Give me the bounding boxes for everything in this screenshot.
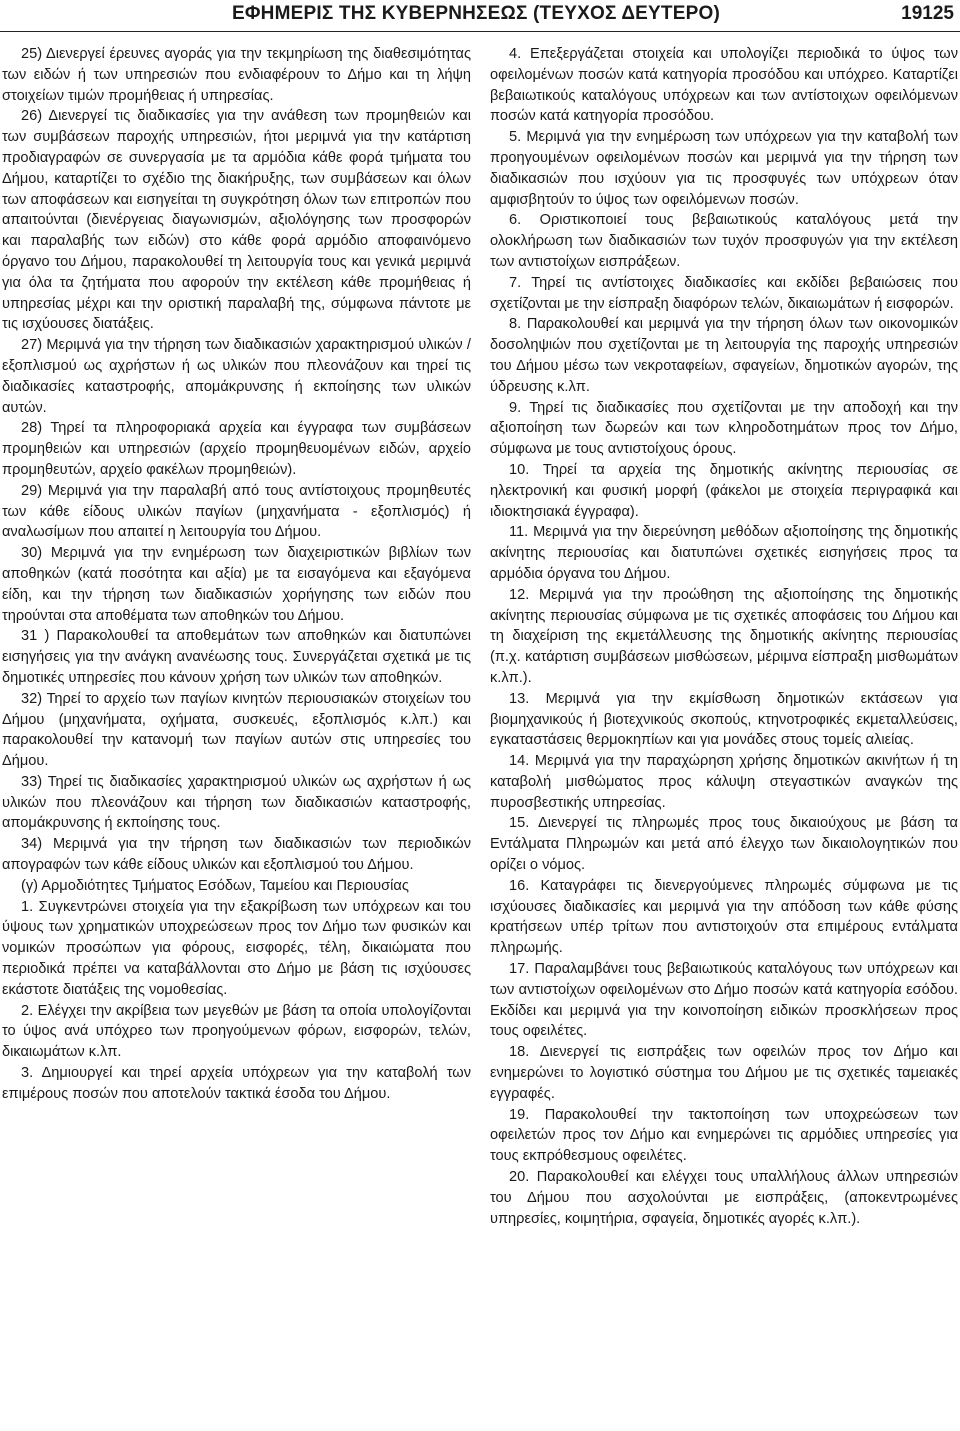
paragraph: 17. Παραλαμβάνει τους βεβαιωτικούς καταλόγους των υπόχρεων και των αντιστοίχων οφειλομένων στο Δήμο ποσών κατά κατηγορία εσόδου. Εκδίδει και μεριμνά για την κοινοποίηση ειδικών προσκλήσεων προς τους οφειλέτες. <box>490 961 958 1040</box>
paragraph: 10. Τηρεί τα αρχεία της δημοτικής ακίνητης περιουσίας σε ηλεκτρονική και φυσική μορφή (φάκελοι με στοιχεία περιγραφικά και ιδιοκτησιακά έγγραφα). <box>490 461 958 520</box>
paragraph: 28) Τηρεί τα πληροφοριακά αρχεία και έγγραφα των συμβάσεων προμηθειών και υπηρεσιών (αρχείο προμηθευομένων ειδών, αρχείο προμηθευτών, αρχείο φακέλων προμηθειών). <box>2 420 471 478</box>
paragraph: 2. Ελέγχει την ακρίβεια των μεγεθών με βάση τα οποία υπολογίζονται το ύψος ανά υπόχρεο των προηγούμενων φόρων, εισφορών, τελών, δικαιωμάτων κ.λπ. <box>2 1002 471 1061</box>
paragraph: 12. Μεριμνά για την προώθηση της αξιοποίησης της δημοτικής ακίνητης περιουσίας σύμφωνα με τις σχετικές αποφάσεις του Δήμου και τη διαχείριση της εκμετάλλευσης της δημοτικής ακίνητης περιουσίας (π.χ. κατάρτιση συμβάσεων μισθώσεων, μέριμνα είσπραξη μισθωμάτων κ.λπ.). <box>490 586 958 686</box>
gazette-title: ΕΦΗΜΕΡΙΣ ΤΗΣ ΚΥΒΕΡΝΗΣΕΩΣ (ΤΕΥΧΟΣ ΔΕΥΤΕΡΟ) <box>232 3 720 24</box>
left-column <box>2 44 471 1105</box>
paragraph: 26) Διενεργεί τις διαδικασίες για την ανάθεση των προμηθειών και των συμβάσεων παροχής υπηρεσιών, ήτοι μεριμνά για την κατάρτιση προδιαγραφών σε συνεργασία με τα αρμόδια κάθε φορά τμήματα του Δήμου, καταρτίζει το σχέδιο της διακήρυξης, των συμβάσεων και όλων των αποφάσεων και εισηγείται τη συγκρότηση όλων των επιτροπών που απαιτούνται (διενέργειας διαγωνισμών, αξιολόγησης των προσφορών και παραλαβής των ειδών) στο κάθε φορά αρμόδιο αποφαινόμενο όργανο του Δήμου, παρακολουθεί τη λειτουργία τους και γενικά μεριμνά για όλα τα ζητήματα που αφορούν την εκτέλεση κάθε προμήθειας ή υπηρεσίας μέχρι και την οριστική παραλαβή της, σύμφωνα πάντοτε με τις ισχύουσες διατάξεις. <box>2 108 471 333</box>
paragraph: 27) Μεριμνά για την τήρηση των διαδικασιών χαρακτηρισμού υλικών / εξοπλισμού ως αχρήστων ή ως υλικών που πλεονάζουν και τηρεί τις διαδικασίες καταστροφής, απομάκρυνσης ή εκποίησης των υλικών αυτών. <box>2 337 471 416</box>
paragraph: 15. Διενεργεί τις πληρωμές προς τους δικαιούχους με βάση τα Εντάλματα Πληρωμών και μετά από έλεγχο των δικαιολογητικών που ορίζει ο νόμος. <box>490 815 958 874</box>
paragraph: 31 ) Παρακολουθεί τα αποθεμάτων των αποθηκών και διατυπώνει εισηγήσεις για την ανάγκη ανανέωσης τους. Συνεργάζεται σχετικά με τις δημοτικές υπηρεσίες που κάνουν χρήση των υλικών των αποθηκών. <box>2 628 471 686</box>
paragraph: 13. Μεριμνά για την εκμίσθωση δημοτικών εκτάσεων για βιομηχανικούς ή βιοτεχνικούς σκοπούς, κτηνοτροφικές εκμεταλλεύσεις, εγκαταστάσεις θερμοκηπίων και για μονάδες στους τομείς αλιείας. <box>490 690 958 749</box>
paragraph: 4. Επεξεργάζεται στοιχεία και υπολογίζει περιοδικά το ύψος των οφειλομένων ποσών κατά κατηγορία προσόδου και υπόχρεο. Καταρτίζει βεβαιωτικούς καταλόγους υπόχρεων και των αντίστοιχων οφειλόμενων ποσών κατά κατηγορία προσόδου. <box>490 46 958 125</box>
page-header <box>0 0 960 34</box>
paragraph: 16. Καταγράφει τις διενεργούμενες πληρωμές σύμφωνα με τις ισχύουσες διαδικασίες και μεριμνά για την απόδοση των κάθε φύσης κρατήσεων υπέρ τρίτων που αντιστοιχούν στα επιμέρους εντάλματα πληρωμής. <box>490 877 958 957</box>
paragraph: 25) Διενεργεί έρευνες αγοράς για την τεκμηρίωση της διαθεσιμότητας των ειδών ή των υπηρεσιών που ενδιαφέρουν το Δήμο και τη λήψη στοιχείων τιμών προμήθειας ή υπηρεσίας. <box>2 46 471 104</box>
paragraph: 32) Τηρεί το αρχείο των παγίων κινητών περιουσιακών στοιχείων του Δήμου (μηχανήματα, οχήματα, συσκευές, εξοπλισμός κ.λπ.) και παρακολουθεί την κατανομή των παγίων αυτών στις υπηρεσίες του Δήμου. <box>2 690 471 770</box>
paragraph: 11. Μεριμνά για την διερεύνηση μεθόδων αξιοποίησης της δημοτικής ακίνητης περιουσίας και διατυπώνει σχετικές εισηγήσεις προς τα αρμόδια όργανα του Δήμου. <box>490 524 958 582</box>
page-number: 19125 <box>901 3 954 24</box>
paragraph: 19. Παρακολουθεί την τακτοποίηση των υποχρεώσεων των οφειλετών προς τον Δήμο και ενημερώνει τις αρμόδιες υπηρεσίες για τους εκπρόθεσμους οφειλέτες. <box>490 1106 958 1165</box>
paragraph: 30) Μεριμνά για την ενημέρωση των διαχειριστικών βιβλίων των αποθηκών (κατά ποσότητα και αξία) με τα εισαγόμενα και εξαγόμενα είδη, και την τήρηση των διαδικασιών χορήγησης των ειδών που τηρούνται στα αποθέματα των αποθηκών του Δήμου. <box>2 545 471 624</box>
paragraph: 34) Μεριμνά για την τήρηση των διαδικασιών των περιοδικών απογραφών των κάθε είδους υλικών και εξοπλισμού του Δήμου. <box>2 836 471 874</box>
paragraph: 6. Οριστικοποιεί τους βεβαιωτικούς καταλόγους μετά την ολοκλήρωση των διαδικασιών των τυχόν προσφυγών για την εκτέλεση των αντιστοίχων εισπράξεων. <box>490 212 958 270</box>
paragraph: 9. Τηρεί τις διαδικασίες που σχετίζονται με την αποδοχή και την αξιοποίηση των δωρεών και των κληροδοτημάτων προς τον Δήμο, σύμφωνα με τους αντιστοίχους όρους. <box>490 399 958 458</box>
paragraph: 5. Μεριμνά για την ενημέρωση των υπόχρεων για την καταβολή των προηγουμένων οφειλομένων ποσών και μεριμνά για την τήρηση των διαδικασιών που ισχύουν για τις προσφυγές των υπόχρεων όταν αμφισβητούν το ύψος των οφειλόμενων ποσών. <box>490 129 958 208</box>
paragraph: 29) Μεριμνά για την παραλαβή από τους αντίστοιχους προμηθευτές των κάθε είδους υλικών παγίων (μηχανήματα - εξοπλισμός) ή αναλωσίμων που απαιτεί η λειτουργία του Δήμου. <box>2 482 471 541</box>
paragraph: 8. Παρακολουθεί και μεριμνά για την τήρηση όλων των οικονομικών δοσοληψιών που σχετίζονται με τη λειτουργία της παροχής υπηρεσιών του Δήμου μέσω των νεκροταφείων, σφαγείων, δημοτικών αγορών, της ύδρευσης κ.λπ. <box>490 316 958 395</box>
header-divider <box>0 31 960 32</box>
paragraph: 7. Τηρεί τις αντίστοιχες διαδικασίες και εκδίδει βεβαιώσεις που σχετίζονται με την είσπραξη διαφόρων τελών, δικαιωμάτων ή εισφορών. <box>490 274 958 312</box>
paragraph: 1. Συγκεντρώνει στοιχεία για την εξακρίβωση των υπόχρεων και του ύψους των χρηματικών υποχρεώσεων προς τον Δήμο των φυσικών και νομικών προσώπων για φόρους, εισφορές, τέλη, δικαιώματα που περιοδικά πρέπει να καταβάλλονται στο Δήμο με βάση τις ισχύουσες εκάστοτε διατάξεις της νομοθεσίας. <box>2 898 471 998</box>
paragraph: 18. Διενεργεί τις εισπράξεις των οφειλών προς τον Δήμο και ενημερώνει το λογιστικό σύστημα του Δήμου με τις σχετικές ταμειακές εγγραφές. <box>490 1044 958 1102</box>
paragraph: 14. Μεριμνά για την παραχώρηση χρήσης δημοτικών ακινήτων ή τη καταβολή μισθώματος προς κάλυψη στεγαστικών αναγκών της πυροσβεστικής υπηρεσίας. <box>490 753 958 811</box>
paragraph: 3. Δημιουργεί και τηρεί αρχεία υπόχρεων για την καταβολή των επιμέρους ποσών που αποτελούν τακτικά έσοδα του Δήμου. <box>2 1065 471 1102</box>
right-column <box>490 44 958 1229</box>
section-heading: (γ) Αρμοδιότητες Τμήματος Εσόδων, Ταμείου και Περιουσίας <box>21 877 409 894</box>
paragraph: 33) Τηρεί τις διαδικασίες χαρακτηρισμού υλικών ως αχρήστων ή ως υλικών που πλεονάζουν και τήρηση των διαδικασιών καταστροφής, απομάκρυνσης ή εκποίησης τους. <box>2 773 471 832</box>
paragraph: 20. Παρακολουθεί και ελέγχει τους υπαλλήλους άλλων υπηρεσιών του Δήμου που ασχολούνται με εισπράξεις, (αποκεντρωμένες υπηρεσίες, κοιμητήρια, σφαγεία, δημοτικές αγορές κ.λπ.). <box>490 1169 958 1227</box>
